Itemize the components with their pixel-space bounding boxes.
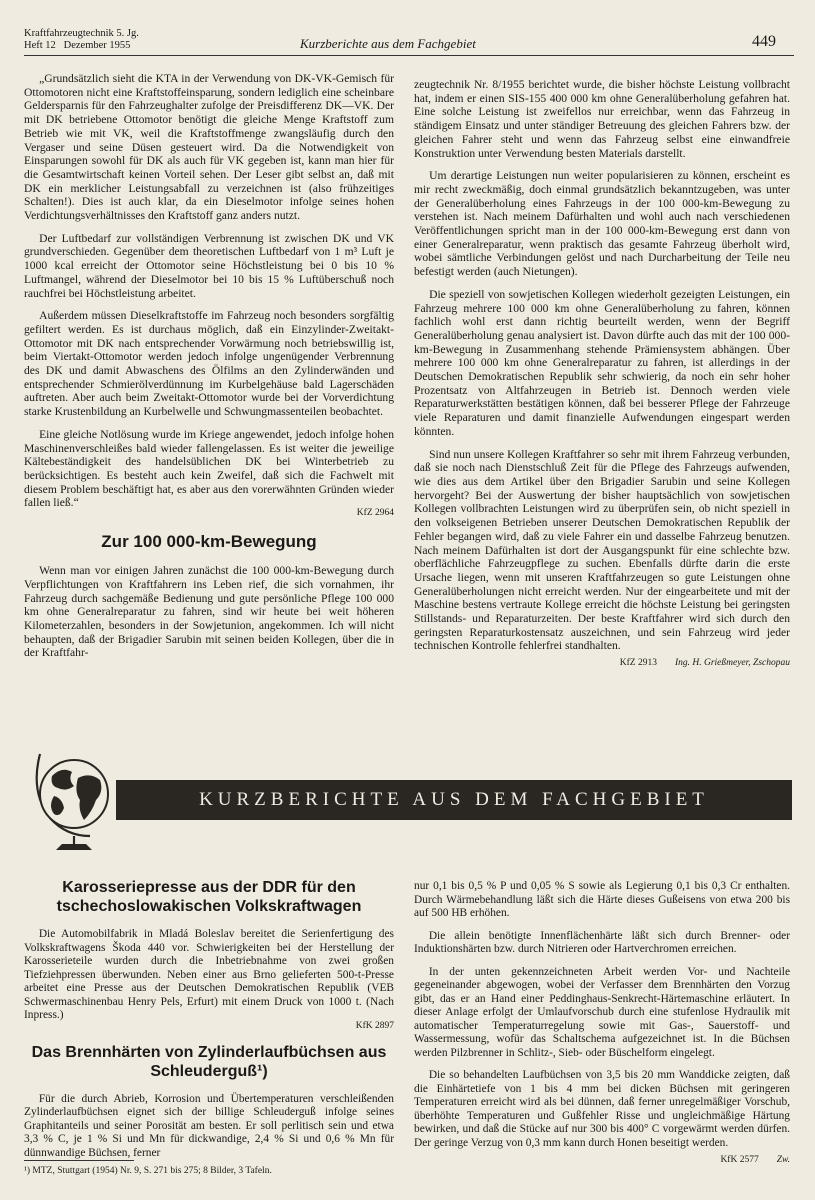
article-title: Karosseriepresse aus der DDR für den tschechoslowakischen Volkskraftwagen <box>56 879 362 915</box>
section-title: Zur 100 000-km-Bewegung <box>101 532 317 552</box>
paragraph: In der unten gekennzeichneten Arbeit werden Vor- und Nachteile gegeneinander abgewogen, wobei der Verfasser dem Brennhärten den Vorzug gibt, das er an Hand einer Peddinghaus-Senkrecht-Härtemaschine erläutert. In dieser Anlage erfolgt der Umlaufvorschub durch eine stufenlose Hydraulik mit automatischer Temperaturregelung sowie mit Gas-, Sauerstoff- und Wassermessung, wofür das Schaltschema aufgezeichnet ist. In die Büchsen werden Pilzbrenner in Schlitz-, Sieb- oder Büschelform eingelegt. <box>414 965 790 1059</box>
paragraph: Die allein benötigte Innenflächenhärte läßt sich durch Brenner- oder Induktionshärten bzw. durch Nitrieren oder Hartverchromen erreichen. <box>414 929 790 955</box>
signature-line <box>414 1155 790 1165</box>
running-header-section: Kurzberichte aus dem Fachgebiet <box>300 36 476 51</box>
article-code: KfZ 2964 <box>356 508 394 519</box>
paragraph: Die Automobilfabrik in Mladá Boleslav bereitet die Serienfertigung des Volkskraftwagens Škoda 440 vor. Schwierigkeiten bei der Herstellung der Karosserieteile wurden durch die Inbetriebnahme von zwei großen Tiefziehpressen überwunden. Neben einer aus Brno gelieferten 500-t-Presse arbeitet eine Presse aus der Deutschen Demokratischen Republik (VEB Schwermaschinenbau Henry Pels, Erfurt) mit einem Druck von 1000 t. (Nach Inpress.) <box>24 928 394 1021</box>
article-code: KfZ 2913 <box>619 658 657 669</box>
article-code: KfK 2577 <box>720 1155 759 1165</box>
page-number: 449 <box>752 33 776 50</box>
paragraph: zeugtechnik Nr. 8/1955 berichtet wurde, die bisher höchste Leistung vollbracht hat, indem er einen SIS-155 400 000 km ohne Generalüberholung gefahren hat. Eine solche Leistung ist zweifellos nur erreichbar, wenn das Fahrzeug in ständigem Einsatz und unter ständiger Betreuung des gleichen Fahrers bzw. der gleichen Fahrer steht und wenn das Fahrzeug selbst eine einwandfreie Konstruktion unter Verwendung besten Materials darstellt. <box>414 78 790 160</box>
paragraph: nur 0,1 bis 0,5 % P und 0,05 % S sowie als Legierung 0,1 bis 0,3 Cr enthalten. Durch Wärmebehandlung läßt sich die Härte dieses Gußeisens von etwa 200 bis auf 500 HB erhöhen. <box>414 880 790 919</box>
issue-info: Heft 12 Dezember 1955 <box>24 40 131 51</box>
header-rule <box>24 55 794 56</box>
column-bottom-left <box>24 878 394 1169</box>
paragraph: „Grundsätzlich sieht die KTA in der Verwendung von DK-VK-Gemisch für Ottomotoren nicht eine Kraftstoffeinsparung, sondern lediglich eine scheinbare Geldersparnis für den Fahrzeughalter zufolge der Preisdifferenz DK—VK. Der mit DK betriebene Ottomotor benötigt die gleiche Menge Kraftstoff zum Betrieb wie mit VK, weil die Kraftstoffmenge zwangsläufig durch den Vergaser und seine Düsen gesteuert wird. Da die Notwendigkeit von Einsparungen sowohl für DK als auch für VK gegeben ist, kann man hier für die Gesamtwirtschaft keinen Vorteil sehen. Der Leser gibt selbst an, daß mit DK ein merklicher Leistungsabfall zu verzeichnen ist (also frühzeitiges Schalten!). Dies ist auch klar, da ein Dieselmotor infolge seines hohen Verdichtungsverhältnisses den Kraftstoff ganz anders nutzt. <box>24 72 394 223</box>
paragraph: Für die durch Abrieb, Korrosion und Übertemperaturen verschleißenden Zylinderlaufbüchsen eignet sich der billige Schleuderguß infolge seines Graphitanteils und seiner Porosität am besten. Er soll perlitisch sein und etwa 3,3 % C, je 1 % Si und Mn für dickwandige, 2,4 % Si und 0,6 % Mn für dünnwandige Büchsen, ferner <box>24 1092 394 1159</box>
article-title: Das Brennhärten von Zylinderlaufbüchsen aus Schleuderguß¹) <box>31 1043 387 1080</box>
author: Ing. H. Grießmeyer, Zschopau <box>674 658 790 669</box>
article-code: KfK 2897 <box>355 1020 394 1031</box>
paragraph: Die speziell von sowjetischen Kollegen wiederholt gezeigten Leistungen, ein Fahrzeug mehrere 100 000 km ohne Generalüberholung zu fahren, können fachlich wohl erst dann richtig beurteilt werden, wenn der Begriff Generalüberholung genau analysiert ist. Davon dürfte auch das mit der 100 000-km-Bewegung in Zusammenhang stehende Prämiensystem abhängen. Über mehrere 100 000 km ohne Generalreparatur zu fahren, ist allerdings in der Deutschen Demokratischen Republik sehr schwierig, da noch ein sehr hoher Prozentsatz von Altfahrzeugen in Betrieb ist. Dennoch werden viele Reparaturwerkstätten bestätigen können, daß bei besserer Pflege der Fahrzeuge viele Reparaturen und damit finanzielle Aufwendungen eingespart werden könnten. <box>414 287 790 438</box>
paragraph: Wenn man vor einigen Jahren zunächst die 100 000-km-Bewegung durch Verpflichtungen von Kraftfahrern ins Leben rief, die sich vornahmen, ihr Fahrzeug durch sachgemäße Bedienung und gute persönliche Pflege 100 000 km ohne Generalreparatur zu fahren, sind wir heute bei weit höheren Kilometerzahlen, besonders in der Sowjetunion, angekommen. Ich will nicht behaupten, daß der Brigadier Sarubin mit seinen beiden Kollegen, über die in der Kraftfahr- <box>24 564 394 660</box>
paragraph: Außerdem müssen Dieselkraftstoffe im Fahrzeug noch besonders sorgfältig gefiltert werden. Es ist durchaus möglich, daß ein Einzylinder-Zweitakt-Ottomotor mit DK nach entsprechender Vorwärmung noch betriebswillig ist, beim Viertakt-Ottomotor werden jedoch infolge ungenügender Verbrennung des DK und damit Abwaschens des Ölfilms an den Zylinderwänden und entsprechender Schmierölverdünnung im Kurbelgehäuse bald Lagerschäden auftreten. Aber auch beim Zweitakt-Ottomotor wurde bei der Vorverdichtung starke Krustenbildung an Kurbelwelle und Schwungmassenteilen beobachtet. <box>24 309 394 419</box>
section-banner: KURZBERICHTE AUS DEM FACHGEBIET <box>116 780 792 820</box>
author: Zw. <box>776 1155 790 1165</box>
paragraph: Eine gleiche Notlösung wurde im Kriege angewendet, jedoch infolge hohen Maschinenverschleißes bald wieder fallengelassen. Es ist weiter die jeweilige Kältebeständigkeit des handelsüblichen DK bei Winterbetrieb zu berücksichtigen. Es besteht auch kein Zweifel, daß sich die Fachwelt mit diesem Problem beschäftigt hat, es aber aus den vorerwähnten Gründen wieder fallen ließ.“ <box>24 427 394 510</box>
column-top-left <box>24 72 394 669</box>
paragraph: Sind nun unsere Kollegen Kraftfahrer so sehr mit ihrem Fahrzeug verbunden, daß sie noch nach Dienstschluß Zeit für die Pflege des Fahrzeugs aufwenden, wie dies aus dem Artikel über den Brigadier Sarubin und seine Kollegen hervorgeht? Bei der Auswertung der bisher hauptsächlich von sowjetischen Kollegen vollbrachten Leistungen wird zu überprüfen sein, ob nicht speziell in den volkseigenen Betrieben unserer Deutschen Demokratischen Republik der Fehler begangen wird, daß zu viele Fahrer ein und dasselbe Fahrzeug benutzen. Nach meinem Dafürhalten ist dort der Ausgangspunkt für eine schlechte bzw. oberflächliche Fahrzeugpflege zu suchen. Ebenfalls dürfte darin die erste Ursache liegen, wenn mit unseren Kraftfahrzeugen so gute Leistungen ohne Generalüberholungen nicht erreicht werden. Nur der eingearbeitete und mit der Maschine bestens vertraute Kollege erreicht die höchste Leistung bei geringsten Stillstands- und Reparaturzeiten. Der beste Kraftfahrer wird sich durch den geringsten Reparaturkostensatz auszeichnen, und sein Fahrzeug wird jeder technischen Kontrolle fehlerfrei standhalten. <box>414 447 790 653</box>
signature-line <box>414 658 790 668</box>
footnote: ¹) MTZ, Stuttgart (1954) Nr. 9, S. 271 bis 275; 8 Bilder, 3 Tafeln. <box>24 1166 272 1176</box>
paragraph: Der Luftbedarf zur vollständigen Verbrennung ist zwischen DK und VK grundverschieden. Gegenüber dem theoretischen Luftbedarf von 1 m³ Luft je 1000 kcal erreicht der Ottomotor seine Höchstleistung bei 0 bis 10 % Luftmangel, während der Dieselmotor bei 10 bis 15 % Luftüberschuß noch rauchfrei bei Höchstleistung arbeitet. <box>24 231 394 300</box>
paragraph: Um derartige Leistungen nun weiter popularisieren zu können, erscheint es mir recht zweckmäßig, doch einmal grundsätzlich bekanntzugeben, was unter der Generalüberholung eines Fahrzeugs in der 100 000-km-Bewegung zu verstehen ist. Nach meinem Dafürhalten und wohl auch nach verschiedenen Veröffentlichungen spricht man in der 100 000-km-Bewegung erst dann von einer Generalreparatur, wenn praktisch das gesamte Fahrzeug überholt wird, wobei sämtliche Verbindungen gelöst und nach Durcharbeitung der Teile neu befestigt werden (auch Nietungen). <box>414 169 790 279</box>
journal-name: Kraftfahrzeugtechnik 5. Jg. <box>24 28 139 39</box>
globe-icon <box>28 744 122 856</box>
column-top-right <box>414 78 790 668</box>
footnote-rule <box>24 1160 134 1161</box>
running-header-journal <box>24 28 139 52</box>
paragraph: Die so behandelten Laufbüchsen von 3,5 bis 20 mm Wanddicke zeigten, daß die Einhärtetiefe von 1 bis 4 mm bei dicken Büchsen mit geringeren Temperaturen erreicht wird als bei dünnen, daß ferner unregelmäßiger Vorschub, überhöhte Temperaturen und Gußfehler Risse und ungleichmäßige Härtung bewirken, und daß die Stücke auf nur 300 bis 400° C vorgewärmt werden dürfen. Der geringe Verzug von 0,3 mm kann durch Honen beseitigt werden. <box>414 1069 790 1149</box>
column-bottom-right <box>414 880 790 1165</box>
